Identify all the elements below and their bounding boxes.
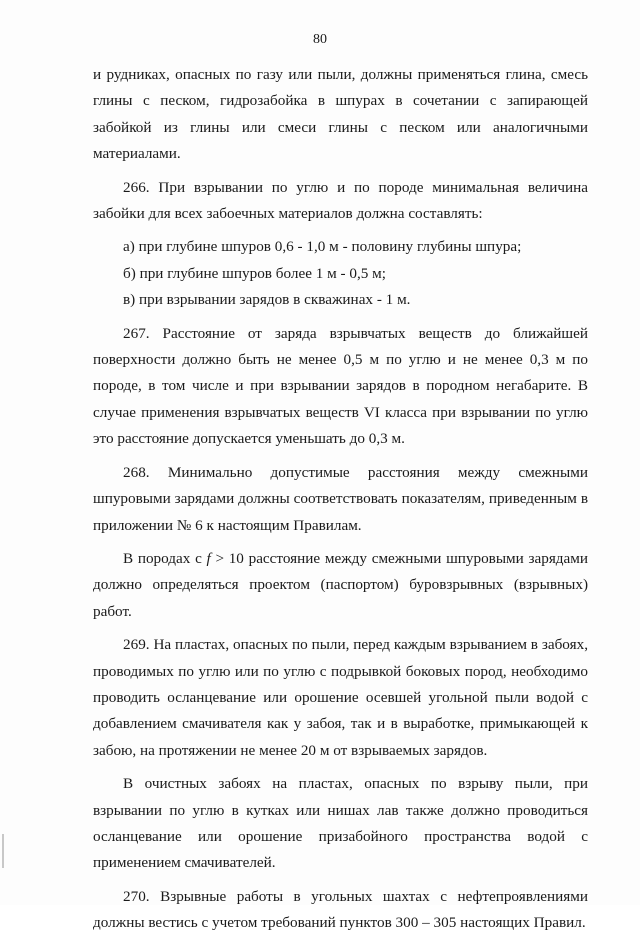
hardness-symbol: f xyxy=(206,549,211,567)
paragraph-270: 270. Взрывные работы в угольных шахтах с нефтепроявлениями должны вестись с учетом требований пунктов 300 – 305 настоящих Правил. xyxy=(93,887,588,932)
paragraph-266: 266. При взрывании по углю и по породе минимальная величина забойки для всех забоечных материалов должна составлять: xyxy=(93,178,588,223)
page-number: 80 xyxy=(313,32,327,47)
document-body xyxy=(93,62,588,944)
paragraph-268-rocks-rest: > 10 расстояние между смежными шпуровыми зарядами должно определяться проектом (паспортом) буровзрывных (взрывных) работ. xyxy=(93,549,589,620)
paragraph-268: 268. Минимально допустимые расстояния между смежными шпуровыми зарядами должны соответствовать показателям, приведенным в приложении № 6 к настоящим Правилам. xyxy=(93,463,588,534)
paragraph-266-item-c: в) при взрывании зарядов в скважинах - 1 м. xyxy=(123,291,411,309)
paragraph-269: 269. На пластах, опасных по пыли, перед каждым взрыванием в забоях, проводимых по углю или по углю с подрывкой боковых пород, необходимо проводить осланцевание или орошение осевшей угольной пыли водой с добавлением смачивателя как у забоя, так и в выработке, примыкающей к забою, на протяжении не менее 20 м от взрываемых зарядов. xyxy=(93,636,588,759)
paragraph-268-rocks xyxy=(93,546,588,625)
paragraph-266-item-b: б) при глубине шпуров более 1 м - 0,5 м; xyxy=(123,264,386,282)
paragraph-266-item-a: а) при глубине шпуров 0,6 - 1,0 м - половину глубины шпура; xyxy=(123,238,522,256)
paragraph-269-stopes: В очистных забоях на пластах, опасных по взрыву пыли, при взрывании по углю в кутках или нишах лав также должно проводиться осланцевание или орошение призабойного пространства водой с применением смачивателей. xyxy=(93,775,588,872)
paragraph-267: 267. Расстояние от заряда взрывчатых веществ до ближайшей поверхности должно быть не менее 0,5 м по углю и не менее 0,3 м по породе, в том числе и при взрывании зарядов в породном негабарите. В случае применения взрывчатых веществ VI класса при взрывании по углю это расстояние допускается уменьшать до 0,3 м. xyxy=(93,324,588,448)
paragraph-continuation: и рудниках, опасных по газу или пыли, должны применяться глина, смесь глины с песком, гидрозабойка в шпурах в сочетании с запирающей забойкой из глины или смеси глины с песком или аналогичными материалами. xyxy=(93,66,588,163)
scan-edge-mark xyxy=(2,834,4,868)
paragraph-268-rocks-start: В породах с xyxy=(123,549,207,567)
